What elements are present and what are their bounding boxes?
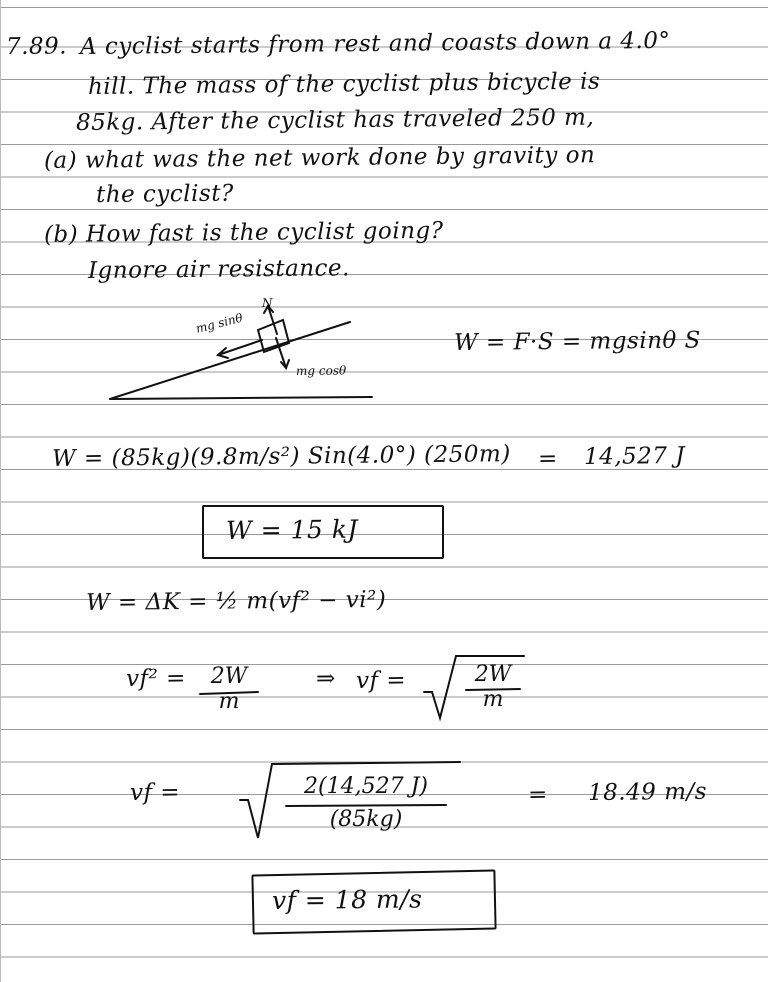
implies-arrow: ⇒ bbox=[315, 665, 336, 692]
speed-denominator: (85kg) bbox=[329, 807, 403, 832]
vf-squared-lhs: vf² = bbox=[125, 665, 186, 692]
label-mg-cos: mg cosθ bbox=[295, 363, 347, 378]
speed-fraction bbox=[278, 774, 454, 832]
vf-sqrt-denominator: m bbox=[482, 687, 504, 712]
label-mg-sin: mg sinθ bbox=[194, 310, 245, 336]
problem-line-1: A cyclist starts from rest and coasts down a 4.0° bbox=[79, 27, 671, 60]
speed-result: 18.49 m/s bbox=[587, 778, 708, 806]
work-result: 14,527 J bbox=[583, 442, 686, 470]
problem-line-4: (a) what was the net work done by gravity on bbox=[43, 142, 596, 174]
label-normal: N bbox=[261, 295, 273, 310]
work-definition: W = F·S = mgsinθ S bbox=[453, 327, 701, 356]
vf-squared-denominator: m bbox=[218, 689, 240, 714]
speed-numerator: 2(14,527 J) bbox=[304, 774, 428, 799]
vf-squared-numerator: 2W bbox=[210, 664, 248, 689]
problem-line-6: (b) How fast is the cyclist going? bbox=[43, 217, 444, 248]
speed-answer: vf = 18 m/s bbox=[271, 884, 423, 915]
work-energy-theorem: W = ΔK = ½ m(vf² − vi²) bbox=[85, 586, 387, 616]
speed-lhs: vf = bbox=[129, 779, 181, 806]
vf-sqrt-numerator: 2W bbox=[474, 662, 512, 687]
problem-line-2: hill. The mass of the cyclist plus bicycle is bbox=[87, 68, 601, 100]
work-answer: W = 15 kJ bbox=[225, 514, 359, 545]
work-expression: W = (85kg)(9.8m/s²) Sin(4.0°) (250m) bbox=[51, 441, 511, 472]
problem-line-5: the cyclist? bbox=[95, 180, 234, 208]
problem-number: 7.89. bbox=[5, 33, 68, 60]
problem-line-7: Ignore air resistance. bbox=[87, 255, 351, 284]
speed-equals: = bbox=[527, 781, 548, 808]
problem-line-3: 85kg. After the cyclist has traveled 250 m, bbox=[75, 104, 595, 136]
work-equals: = bbox=[537, 445, 558, 472]
vf-lhs: vf = bbox=[355, 667, 407, 694]
